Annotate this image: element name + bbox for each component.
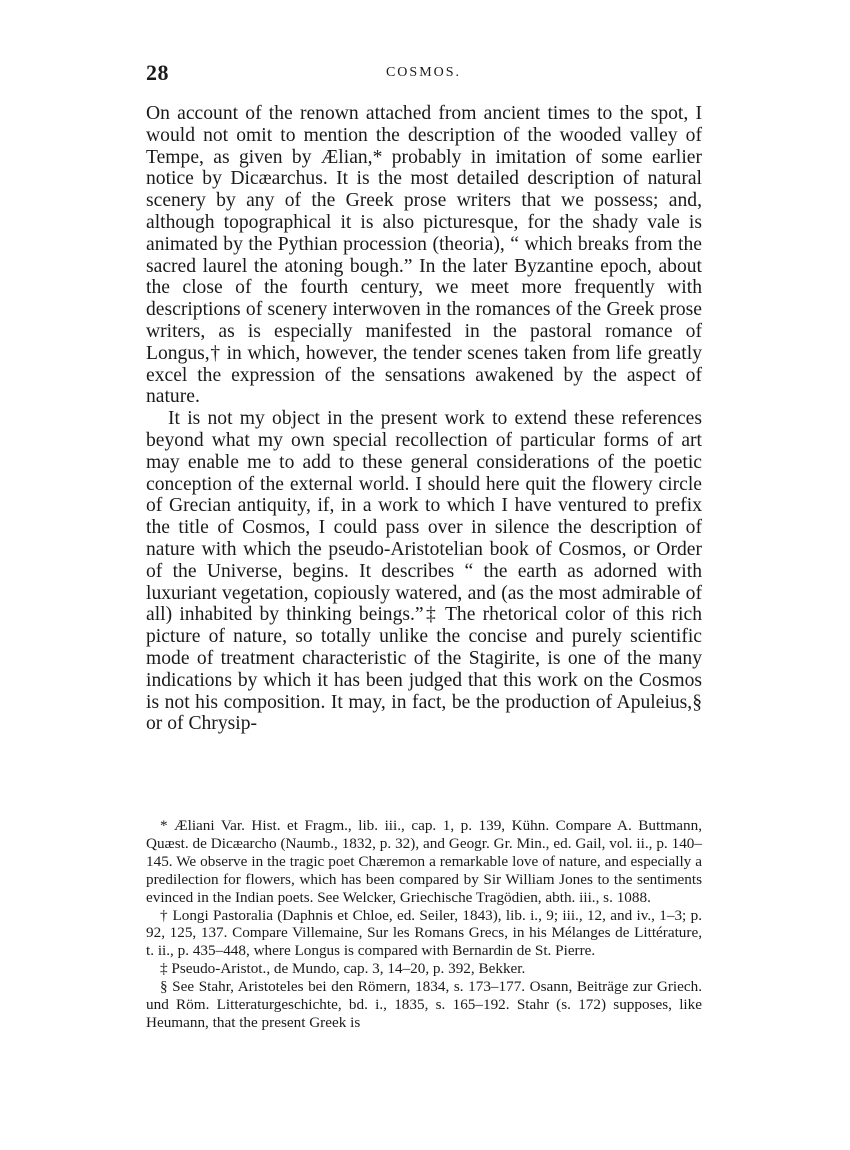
footnote: * Æliani Var. Hist. et Fragm., lib. iii., cap. 1, p. 139, Kühn. Compare A. Buttmann, Quæst. de Dicæarcho (Naumb., 1832, p. 32), and Geogr. Gr. Min., ed. Gail, vol. ii., p. 140–145. We observe in the tragic poet Chæremon a remarkable love of nature, and especially a predilection for flowers, which has been compared by Sir William Jones to the sentiments evinced in the Indian poets. See Welcker, Griechische Tragödien, abth. iii., s. 1088. xyxy=(146,817,702,906)
footnotes xyxy=(146,817,702,1032)
footnote: § See Stahr, Aristoteles bei den Römern, 1834, s. 173–177. Osann, Beiträge zur Griech. und Röm. Litteraturgeschichte, bd. i., 1835, s. 165–192. Stahr (s. 172) supposes, like Heumann, that the present Greek is xyxy=(146,978,702,1031)
paragraph: It is not my object in the present work to extend these references beyond what my own special recollection of particular forms of art may enable me to add to these general considerations of the poetic conception of the external world. I should here quit the flowery circle of Grecian antiquity, if, in a work to which I have ventured to prefix the title of Cosmos, I could pass over in silence the description of nature with which the pseudo-Aristotelian book of Cosmos, or Order of the Universe, begins. It describes “ the earth as adorned with luxuriant vegetation, copiously watered, and (as the most admirable of all) inhabited by thinking beings.”‡ The rhetorical color of this rich picture of nature, so totally unlike the concise and purely scientific mode of treatment characteristic of the Stagirite, is one of the many indications by which it has been judged that this work on the Cosmos is not his composition. It may, in fact, be the production of Apuleius,§ or of Chrysip- xyxy=(146,408,702,735)
footnote: ‡ Pseudo-Aristot., de Mundo, cap. 3, 14–20, p. 392, Bekker. xyxy=(160,960,526,978)
footnote: † Longi Pastoralia (Daphnis et Chloe, ed. Seiler, 1843), lib. i., 9; iii., 12, and iv., 1–3; p. 92, 125, 137. Compare Villemaine, Sur les Romans Grecs, in his Mélanges de Littérature, t. ii., p. 435–448, where Longus is compared with Bernardin de St. Pierre. xyxy=(146,906,702,960)
page-number: 28 xyxy=(146,60,169,85)
running-title: COSMOS. xyxy=(385,65,462,80)
paragraph: On account of the renown attached from ancient times to the spot, I would not omit to mention the description of the wooded valley of Tempe, as given by Ælian,* probably in imitation of some earlier notice by Dicæarchus. It is the most detailed description of natural scenery by any of the Greek prose writers that we possess; and, although topographical it is also picturesque, for the shady vale is animated by the Pythian procession (theoria), “ which breaks from the sacred laurel the atoning bough.” In the later Byzantine epoch, about the close of the fourth century, we meet more frequently with descriptions of scenery interwoven in the romances of the Greek prose writers, as is especially manifested in the pastoral romance of Longus,† in which, however, the tender scenes taken from life greatly excel the expression of the sensations awakened by the aspect of nature. xyxy=(146,103,702,408)
main-text xyxy=(146,103,702,735)
page-header xyxy=(146,60,701,88)
